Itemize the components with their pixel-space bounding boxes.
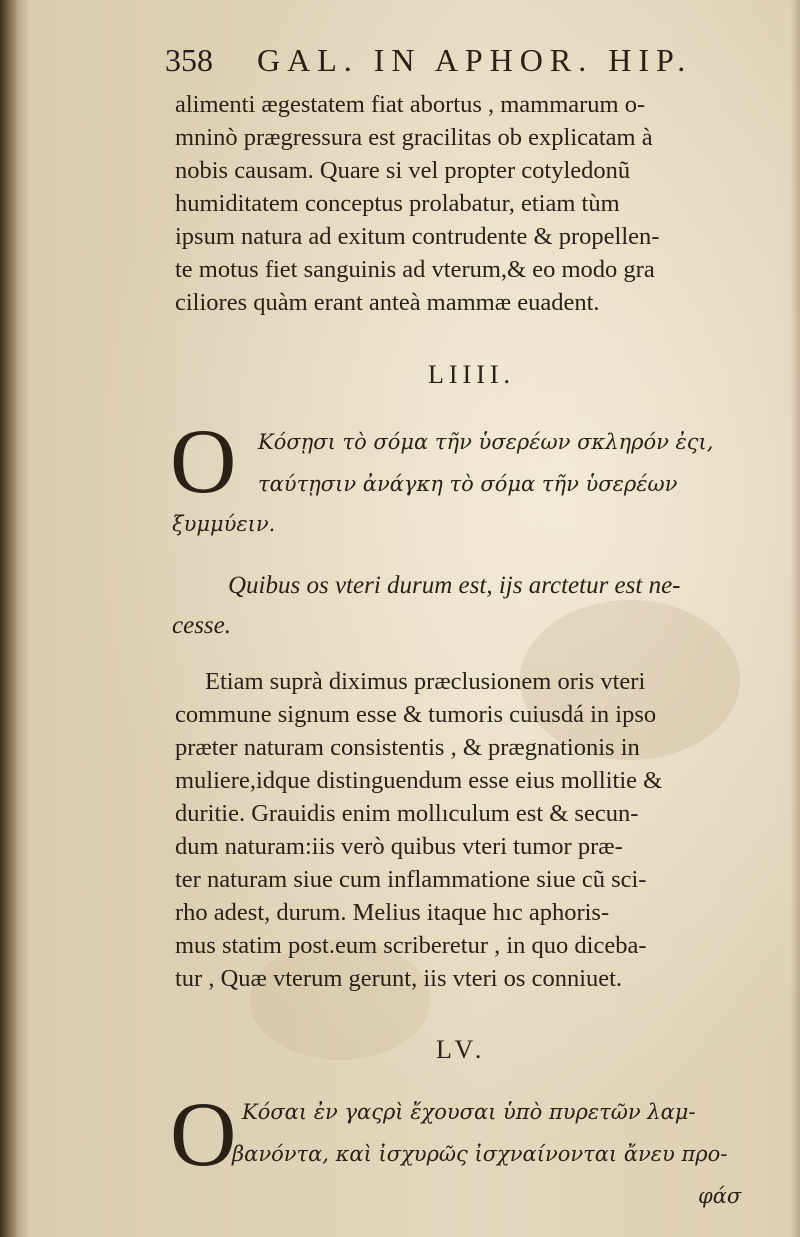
body-line: humiditatem conceptus prolabatur, etiam tùm	[175, 190, 620, 217]
running-header	[165, 42, 692, 79]
drop-cap: O	[170, 410, 237, 512]
body-line: ipsum natura ad exitum contrudente & propellen-	[175, 223, 660, 250]
latin-translation-line: cesse.	[172, 612, 231, 639]
greek-line: ταύτῃσιν ἀνάγκη τὸ σόμα τῆν ὑσερέων	[258, 472, 678, 496]
commentary-line: commune signum esse & tumoris cuiusdá in ipso	[175, 701, 657, 728]
commentary-line: Etiam suprà diximus præclusionem oris vteri	[205, 668, 646, 695]
greek-line: ξυμμύειν.	[172, 512, 276, 536]
body-line: ciliores quàm erant anteà mammæ euadent.	[175, 289, 600, 316]
drop-cap: O	[170, 1083, 237, 1185]
commentary-line: muliere,idque distinguendum esse eius mollitie &	[175, 767, 663, 794]
greek-line: Κόσαι ἐν γαςρὶ ἔχουσαι ὑπὸ πυρετῶν λαμ-	[242, 1100, 696, 1124]
commentary-line: præter naturam consistentis , & prægnationis in	[175, 734, 640, 761]
commentary-line: rho adest, durum. Melius itaque hıc aphoris-	[175, 899, 610, 926]
body-line: mninò prægressura est gracilitas ob explicatam à	[175, 124, 653, 151]
commentary-line: ter naturam siue cum inflammatione siue cũ sci-	[175, 866, 647, 893]
commentary-line: duritie. Grauidis enim mollıculum est & secun-	[175, 800, 639, 827]
page-number: 358	[165, 42, 213, 78]
commentary-line: tur , Quæ vterum gerunt, iis vteri os conniuet.	[175, 965, 623, 992]
binding-spine	[0, 0, 18, 1237]
commentary-line: dum naturam:iis verò quibus vteri tumor præ-	[175, 833, 623, 860]
running-title: GAL. IN APHOR. HIP.	[257, 42, 693, 78]
body-line: alimenti ægestatem fiat abortus , mammarum o-	[175, 91, 646, 118]
page-edge	[790, 0, 800, 1237]
body-line: nobis causam. Quare si vel propter cotyledonũ	[175, 157, 631, 184]
aphorism-number: LIIII.	[428, 360, 516, 389]
body-line: te motus fiet sanguinis ad vterum,& eo modo gra	[175, 256, 655, 283]
commentary-line: mus statim post.eum scriberetur , in quo diceba-	[175, 932, 647, 959]
greek-line: Κόσῃσι τὸ σόμα τῆν ὑσερέων σκληρόν ἐςι,	[258, 430, 714, 454]
greek-line: βανόντα, καὶ ἰσχυρῶς ἰσχναίνονται ἄνευ προ-	[232, 1142, 728, 1166]
latin-translation-line: Quibus os vteri durum est, ijs arctetur est ne-	[228, 572, 681, 599]
greek-line: φάσ	[698, 1184, 742, 1208]
aphorism-number: LV.	[436, 1035, 487, 1064]
